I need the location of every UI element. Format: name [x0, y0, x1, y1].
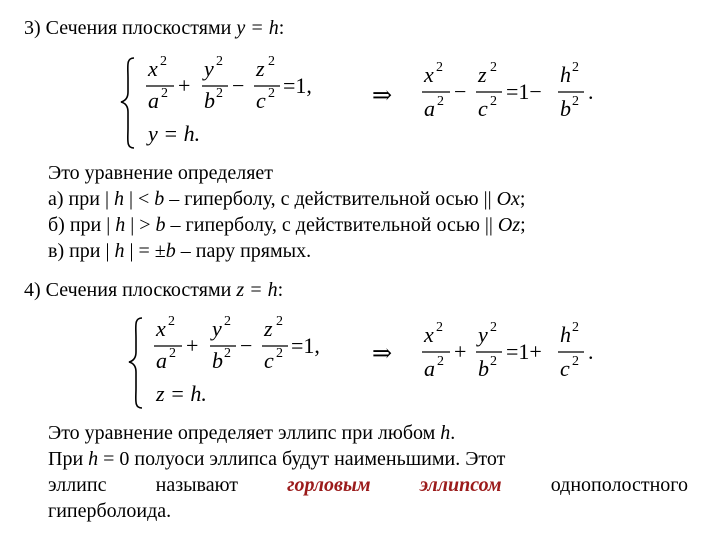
equals-one: =1,	[291, 333, 320, 358]
heading-text: 3) Сечения плоскостями	[24, 17, 237, 39]
exponent: 2	[216, 54, 223, 69]
explanation-line-3: эллипс называют горловым эллипсом однополостного	[48, 474, 688, 496]
implies-icon: ⇒	[372, 341, 393, 367]
denominator-a: a	[424, 356, 435, 381]
section-4-result-equation	[420, 318, 620, 390]
highlight-term: эллипсом	[419, 474, 502, 496]
equals-one: =1,	[283, 73, 312, 98]
term-z: z	[264, 316, 273, 341]
denominator-c: c	[256, 88, 266, 113]
period: .	[588, 79, 594, 104]
term-h: h	[560, 62, 571, 87]
plane-equation: y = h.	[148, 121, 201, 146]
exponent: 2	[437, 94, 444, 109]
explanation-line-4: гиперболоида.	[48, 500, 172, 522]
denominator-a: a	[156, 348, 167, 373]
exponent: 2	[224, 314, 231, 329]
exponent: 2	[168, 314, 175, 329]
explanation-line-1: Это уравнение определяет эллипс при любом h.	[48, 422, 456, 444]
term-y: y	[212, 316, 222, 341]
section-4-explanation	[48, 420, 688, 524]
denominator-a: a	[148, 88, 159, 113]
plus-sign: +	[454, 339, 467, 364]
exponent: 2	[161, 86, 168, 101]
exponent: 2	[572, 320, 579, 335]
highlight-term: горловым	[287, 474, 371, 496]
exponent: 2	[224, 346, 231, 361]
equals-one-plus: =1+	[506, 339, 542, 364]
explanation-line-c: в) при | h | = ±b – пару прямых.	[48, 240, 312, 262]
denominator-b: b	[478, 356, 489, 381]
exponent: 2	[490, 354, 497, 369]
term-y: y	[204, 56, 214, 81]
exponent: 2	[437, 354, 444, 369]
explanation-line-1: Это уравнение определяет	[48, 162, 274, 184]
exponent: 2	[276, 346, 283, 361]
section-3-explanation	[48, 160, 526, 264]
denominator-c: c	[478, 96, 488, 121]
heading-text: 4) Сечения плоскостями	[24, 279, 237, 301]
section-4-equation-system	[128, 312, 348, 412]
exponent: 2	[572, 94, 579, 109]
heading-variable: z = h	[236, 279, 278, 301]
minus-sign: −	[232, 73, 245, 98]
exponent: 2	[160, 54, 167, 69]
denominator-a: a	[424, 96, 435, 121]
minus-sign: −	[454, 79, 467, 104]
term-h: h	[560, 322, 571, 347]
plus-sign: +	[186, 333, 199, 358]
section-3-equation-system	[120, 52, 340, 152]
denominator-b: b	[204, 88, 215, 113]
system-brace	[129, 318, 142, 408]
exponent: 2	[490, 94, 497, 109]
term-z: z	[478, 62, 487, 87]
exponent: 2	[490, 60, 497, 75]
plane-equation: z = h.	[156, 381, 207, 406]
system-brace	[121, 58, 134, 148]
explanation-line-b: б) при | h | > b – гиперболу, с действительной осью || Oz;	[48, 214, 526, 236]
exponent: 2	[268, 86, 275, 101]
explanation-line-a: а) при | h | < b – гиперболу, с действительной осью || Ox;	[48, 188, 526, 210]
denominator-c: c	[560, 356, 570, 381]
exponent: 2	[490, 320, 497, 335]
denominator-b: b	[560, 96, 571, 121]
term-y: y	[478, 322, 488, 347]
denominator-c: c	[264, 348, 274, 373]
heading-variable: y = h	[236, 17, 279, 39]
term-x: x	[424, 322, 434, 347]
term-x: x	[148, 56, 158, 81]
implies-icon: ⇒	[372, 83, 393, 109]
plus-sign: +	[178, 73, 191, 98]
exponent: 2	[276, 314, 283, 329]
equals-one-minus: =1−	[506, 79, 542, 104]
denominator-b: b	[212, 348, 223, 373]
term-x: x	[424, 62, 434, 87]
section-3-heading	[24, 16, 284, 40]
exponent: 2	[436, 60, 443, 75]
heading-colon: :	[277, 279, 284, 301]
section-3-result-equation	[420, 58, 620, 130]
exponent: 2	[169, 346, 176, 361]
exponent: 2	[572, 60, 579, 75]
exponent: 2	[436, 320, 443, 335]
section-4-heading	[24, 278, 283, 302]
exponent: 2	[572, 354, 579, 369]
exponent: 2	[216, 86, 223, 101]
period: .	[588, 339, 594, 364]
term-z: z	[256, 56, 265, 81]
term-x: x	[156, 316, 166, 341]
exponent: 2	[268, 54, 275, 69]
heading-colon: :	[278, 17, 285, 39]
minus-sign: −	[240, 333, 253, 358]
explanation-line-2: При h = 0 полуоси эллипса будут наименьшими. Этот	[48, 448, 506, 470]
